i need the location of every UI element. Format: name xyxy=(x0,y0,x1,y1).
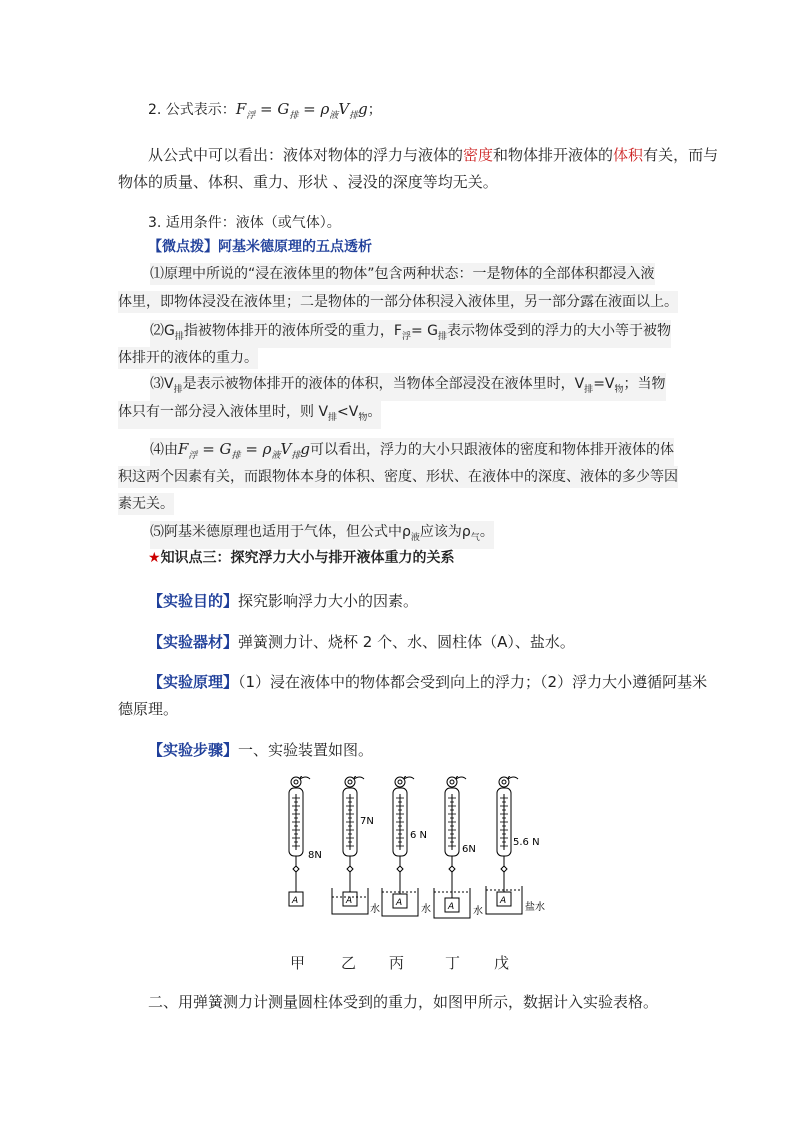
liquid-label-bing: 水 xyxy=(421,904,431,915)
scale-bing xyxy=(382,776,418,916)
block-label-wu: A xyxy=(500,896,507,906)
liquid-label-yi: 水 xyxy=(370,904,380,915)
knowledge-point-title: 知识点三：探究浮力大小与排开液体重力的关系 xyxy=(160,550,455,566)
applicable-conditions: 3. 适用条件：液体（或气体）。 xyxy=(148,215,341,231)
tip-4-line3: 素无关。 xyxy=(118,493,174,515)
tip-title: 【微点拨】阿基米德原理的五点透析 xyxy=(148,239,372,255)
experiment-equipment: 【实验器材】弹簧测力计、烧杯 2 个、水、圆柱体（A）、盐水。 xyxy=(148,633,575,651)
density-word: 密度 xyxy=(463,146,494,164)
tip-4-line2: 积这两个因素有关，而跟物体本身的体积、密度、形状、在液体中的深度、液体的多少等因 xyxy=(118,466,678,488)
volume-word: 体积 xyxy=(613,146,644,164)
experiment-purpose: 【实验目的】探究影响浮力大小的因素。 xyxy=(148,592,419,610)
reading-ding: 6N xyxy=(462,844,476,855)
reading-jia: 8N xyxy=(308,850,322,861)
formula-line: 2. 公式表示：$F_浮 = G_排 = \rho_液V_排g$； xyxy=(148,100,382,121)
tip-1-line2: 体里，即物体浸没在液体里；二是物体的一部分体积浸入液体里，另一部分露在液面以上。 xyxy=(118,291,678,313)
caption-bing: 丙 xyxy=(389,954,405,972)
liquid-label-wu: 盐水 xyxy=(525,902,545,913)
tip-4-line1: ⑷由$F_浮 = G_排 = \rho_液V_排g$可以看出，浮力的大小只跟液体的密度和物体排开液体的体 xyxy=(150,438,674,467)
buoyancy-formula-inline: $F_浮 = G_排 = \rho_液V_排g$ xyxy=(178,440,310,461)
reading-bing: 6 N xyxy=(410,830,428,841)
caption-yi: 乙 xyxy=(341,954,357,972)
star-icon: ★ xyxy=(148,550,161,566)
caption-jia: 甲 xyxy=(290,954,306,972)
liquid-label-ding: 水 xyxy=(473,906,483,917)
experiment-steps: 【实验步骤】一、实验装置如图。 xyxy=(148,741,374,759)
tip-5: ⑸阿基米德原理也适用于气体，但公式中$\rho_液$应该为$\rho_气$。 xyxy=(150,521,494,549)
block-label-yi: A xyxy=(346,896,353,906)
tip-2-line1: $⑵G_排$指被物体排开的液体所受的重力，$F_浮= G_排$表示物体受到的浮力的大小等于被物 xyxy=(150,320,671,348)
formula-explanation-line1: 从公式中可以看出：液体对物体的浮力与液体的密度和物体排开液体的体积有关，而与 xyxy=(148,146,719,164)
experiment-principle-line2: 德原理。 xyxy=(118,700,179,718)
formula-label: 2. 公式表示： xyxy=(148,102,236,118)
tip-2-line2: 体排开的液体的重力。 xyxy=(118,347,258,369)
caption-ding: 丁 xyxy=(445,954,461,972)
scale-jia xyxy=(289,776,312,906)
tip-1-line1: ⑴原理中所说的“浸在液体里的物体”包含两种状态：一是物体的全部体积都浸入液 xyxy=(150,263,655,285)
reading-wu: 5.6 N xyxy=(513,837,540,848)
formula-explanation-line2: 物体的质量、体积、重力、形状 、浸没的深度等均无关。 xyxy=(118,173,498,191)
buoyancy-formula: $F_浮 = G_排 = \rho_液V_排g$ xyxy=(235,100,368,121)
experiment-principle: 【实验原理】（1）浸在液体中的物体都会受到向上的浮力；（2）浮力大小遵循阿基米 xyxy=(148,673,708,691)
scale-yi xyxy=(332,776,368,914)
step-2: 二、用弹簧测力计测量圆柱体受到的重力，如图甲所示，数据计入实验表格。 xyxy=(148,993,659,1011)
experiment-figure xyxy=(270,776,570,936)
block-label-jia: A xyxy=(292,896,299,906)
block-label-ding: A xyxy=(448,902,455,912)
tip-3-line1: $⑶V_排$是表示被物体排开的液体的体积，当物体全部浸没在液体里时，$V_排=V_物$；当物 xyxy=(150,373,666,401)
reading-yi: 7N xyxy=(360,816,374,827)
caption-wu: 戊 xyxy=(494,954,510,972)
tip-3-line2: 体只有一部分浸入液体里时，则 $V_排<V_物$。 xyxy=(118,401,381,429)
knowledge-point-3 xyxy=(148,547,455,569)
block-label-bing: A xyxy=(396,898,403,908)
